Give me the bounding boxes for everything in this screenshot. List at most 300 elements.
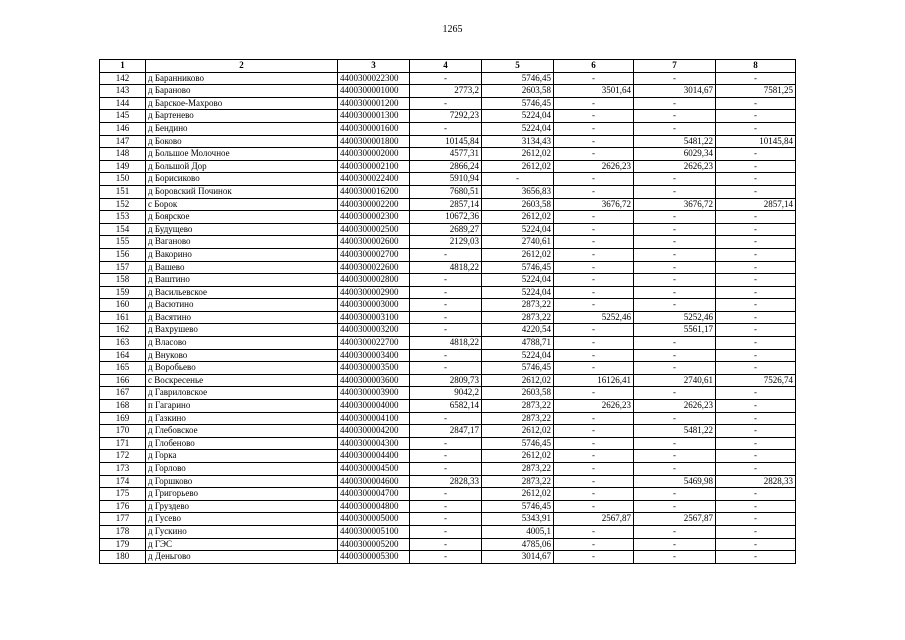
table-cell: 7292,23 xyxy=(410,110,482,123)
table-cell: 4788,71 xyxy=(482,337,554,350)
table-cell: 5224,04 xyxy=(482,223,554,236)
table-cell: - xyxy=(410,299,482,312)
table-cell: 159 xyxy=(100,286,146,299)
table-cell: - xyxy=(634,349,716,362)
table-row xyxy=(100,425,796,438)
table-row xyxy=(100,475,796,488)
table-cell: 152 xyxy=(100,198,146,211)
table-cell: 157 xyxy=(100,261,146,274)
table-cell: 3676,72 xyxy=(554,198,634,211)
table-cell: - xyxy=(554,500,634,513)
table-cell: - xyxy=(716,148,796,161)
table-cell: - xyxy=(554,286,634,299)
table-cell: 2773,2 xyxy=(410,85,482,98)
table-cell: д Васютино xyxy=(146,299,338,312)
table-row xyxy=(100,488,796,501)
table-cell: - xyxy=(410,525,482,538)
table-cell: 2857,14 xyxy=(716,198,796,211)
table-cell: 5481,22 xyxy=(634,425,716,438)
table-cell: 174 xyxy=(100,475,146,488)
table-cell: 155 xyxy=(100,236,146,249)
table-cell: 2873,22 xyxy=(482,412,554,425)
table-cell: д Барское-Махрово xyxy=(146,97,338,110)
table-row xyxy=(100,400,796,413)
table-cell: 2828,33 xyxy=(410,475,482,488)
table-cell: 168 xyxy=(100,400,146,413)
table-cell: - xyxy=(716,72,796,85)
table-cell: 2857,14 xyxy=(410,198,482,211)
table-row xyxy=(100,236,796,249)
table-row xyxy=(100,185,796,198)
table-cell: - xyxy=(410,248,482,261)
table-cell: д Горшково xyxy=(146,475,338,488)
table-cell: - xyxy=(554,248,634,261)
table-cell: - xyxy=(554,551,634,564)
table-cell: 3676,72 xyxy=(634,198,716,211)
table-cell: 4400300003500 xyxy=(338,362,410,375)
table-cell: - xyxy=(716,513,796,526)
table-row xyxy=(100,261,796,274)
table-cell: - xyxy=(410,324,482,337)
table-cell: 2612,02 xyxy=(482,450,554,463)
table-cell: 4400300004800 xyxy=(338,500,410,513)
table-cell: 5746,45 xyxy=(482,97,554,110)
table-row xyxy=(100,211,796,224)
table-cell: - xyxy=(634,236,716,249)
table-row xyxy=(100,324,796,337)
table-cell: 4400300004500 xyxy=(338,463,410,476)
table-cell: 149 xyxy=(100,160,146,173)
table-cell: - xyxy=(716,173,796,186)
table-cell: 2873,22 xyxy=(482,400,554,413)
table-cell: д Борисиково xyxy=(146,173,338,186)
table-row xyxy=(100,387,796,400)
table-cell: 5469,98 xyxy=(634,475,716,488)
table-row xyxy=(100,122,796,135)
table-cell: - xyxy=(716,185,796,198)
table-row xyxy=(100,72,796,85)
table-cell: - xyxy=(410,97,482,110)
table-row xyxy=(100,299,796,312)
table-cell: 162 xyxy=(100,324,146,337)
table-cell: - xyxy=(410,513,482,526)
table-cell: 5252,46 xyxy=(554,311,634,324)
table-cell: - xyxy=(716,337,796,350)
table-cell: 2603,58 xyxy=(482,85,554,98)
table-cell: - xyxy=(554,349,634,362)
column-header: 8 xyxy=(716,60,796,73)
table-row xyxy=(100,173,796,186)
table-cell: д ГЭС xyxy=(146,538,338,551)
table-cell: - xyxy=(634,538,716,551)
table-cell: - xyxy=(634,362,716,375)
table-row xyxy=(100,538,796,551)
table-cell: 4400300002700 xyxy=(338,248,410,261)
table-cell: 5224,04 xyxy=(482,349,554,362)
table-cell: - xyxy=(634,97,716,110)
table-cell: - xyxy=(554,538,634,551)
table-cell: 161 xyxy=(100,311,146,324)
table-cell: д Внуково xyxy=(146,349,338,362)
table-cell: 175 xyxy=(100,488,146,501)
table-cell: - xyxy=(716,551,796,564)
table-cell: - xyxy=(716,311,796,324)
table-cell: д Горка xyxy=(146,450,338,463)
table-cell: - xyxy=(716,211,796,224)
column-header: 1 xyxy=(100,60,146,73)
table-cell: - xyxy=(482,173,554,186)
table-cell: 4400300003200 xyxy=(338,324,410,337)
table-cell: п Гагарино xyxy=(146,400,338,413)
table-cell: - xyxy=(554,299,634,312)
table-cell: д Большое Молочное xyxy=(146,148,338,161)
table-cell: 4400300003400 xyxy=(338,349,410,362)
table-cell: 151 xyxy=(100,185,146,198)
table-cell: 4785,06 xyxy=(482,538,554,551)
table-cell: - xyxy=(554,223,634,236)
table-cell: - xyxy=(554,110,634,123)
table-cell: 146 xyxy=(100,122,146,135)
table-cell: - xyxy=(634,274,716,287)
table-cell: - xyxy=(554,72,634,85)
table-cell: 3134,43 xyxy=(482,135,554,148)
table-cell: 165 xyxy=(100,362,146,375)
table-cell: 4400300005100 xyxy=(338,525,410,538)
table-cell: - xyxy=(634,500,716,513)
table-cell: д Газкино xyxy=(146,412,338,425)
table-cell: - xyxy=(716,412,796,425)
table-cell: - xyxy=(634,286,716,299)
table-cell: 173 xyxy=(100,463,146,476)
table-cell: - xyxy=(716,110,796,123)
table-cell: - xyxy=(716,450,796,463)
table-cell: 2612,02 xyxy=(482,374,554,387)
table-cell: 4400300002900 xyxy=(338,286,410,299)
table-cell: 4220,54 xyxy=(482,324,554,337)
table-row xyxy=(100,274,796,287)
column-header: 7 xyxy=(634,60,716,73)
table-row xyxy=(100,286,796,299)
table-cell: 143 xyxy=(100,85,146,98)
table-cell: 7581,25 xyxy=(716,85,796,98)
table-row xyxy=(100,437,796,450)
table-cell: 4400300003000 xyxy=(338,299,410,312)
table-cell: - xyxy=(554,274,634,287)
table-cell: 4400300004100 xyxy=(338,412,410,425)
table-cell: 2612,02 xyxy=(482,160,554,173)
table-cell: - xyxy=(716,122,796,135)
table-cell: 4400300003100 xyxy=(338,311,410,324)
table-cell: 2612,02 xyxy=(482,211,554,224)
table-cell: 4400300002600 xyxy=(338,236,410,249)
table-cell: 4400300002800 xyxy=(338,274,410,287)
table-cell: 3014,67 xyxy=(482,551,554,564)
table-cell: д Бендино xyxy=(146,122,338,135)
table-cell: 2873,22 xyxy=(482,463,554,476)
table-cell: 2689,27 xyxy=(410,223,482,236)
table-cell: д Вакорино xyxy=(146,248,338,261)
table-cell: д Ваганово xyxy=(146,236,338,249)
table-cell: д Горлово xyxy=(146,463,338,476)
table-cell: 7526,74 xyxy=(716,374,796,387)
table-cell: - xyxy=(554,475,634,488)
table-cell: - xyxy=(634,122,716,135)
table-cell: - xyxy=(410,500,482,513)
table-cell: 4400300005300 xyxy=(338,551,410,564)
table-cell: 4400300004000 xyxy=(338,400,410,413)
table-cell: - xyxy=(410,72,482,85)
table-cell: 4400300001000 xyxy=(338,85,410,98)
table-cell: д Баранниково xyxy=(146,72,338,85)
table-cell: - xyxy=(410,488,482,501)
table-cell: 178 xyxy=(100,525,146,538)
table-cell: 5224,04 xyxy=(482,286,554,299)
table-cell: - xyxy=(554,337,634,350)
table-cell: - xyxy=(634,223,716,236)
table-cell: 169 xyxy=(100,412,146,425)
table-cell: - xyxy=(410,538,482,551)
table-cell: - xyxy=(634,551,716,564)
table-cell: - xyxy=(716,223,796,236)
table-cell: - xyxy=(410,362,482,375)
table-row xyxy=(100,450,796,463)
table-cell: 2626,23 xyxy=(554,400,634,413)
table-cell: 167 xyxy=(100,387,146,400)
table-cell: д Будущево xyxy=(146,223,338,236)
table-cell: с Воскресенье xyxy=(146,374,338,387)
table-cell: 2828,33 xyxy=(716,475,796,488)
table-cell: - xyxy=(634,185,716,198)
table-cell: 2567,87 xyxy=(634,513,716,526)
table-row xyxy=(100,513,796,526)
table-cell: 5224,04 xyxy=(482,274,554,287)
table-cell: д Бартенево xyxy=(146,110,338,123)
table-cell: 5252,46 xyxy=(634,311,716,324)
table-cell: 4400300002300 xyxy=(338,211,410,224)
table-cell: 4400300016200 xyxy=(338,185,410,198)
table-row xyxy=(100,412,796,425)
table-cell: - xyxy=(554,148,634,161)
table-cell: 4400300001600 xyxy=(338,122,410,135)
table-cell: 164 xyxy=(100,349,146,362)
table-cell: - xyxy=(554,387,634,400)
table-row xyxy=(100,349,796,362)
table-cell: - xyxy=(554,437,634,450)
table-cell: - xyxy=(634,450,716,463)
table-cell: - xyxy=(716,488,796,501)
table-cell: 170 xyxy=(100,425,146,438)
table-cell: - xyxy=(554,488,634,501)
table-row xyxy=(100,374,796,387)
table-cell: 142 xyxy=(100,72,146,85)
table-cell: - xyxy=(410,286,482,299)
table-cell: 3014,67 xyxy=(634,85,716,98)
table-cell: 7680,51 xyxy=(410,185,482,198)
table-cell: - xyxy=(554,425,634,438)
table-cell: д Гусево xyxy=(146,513,338,526)
table-cell: 2873,22 xyxy=(482,299,554,312)
table-cell: - xyxy=(634,488,716,501)
column-header: 6 xyxy=(554,60,634,73)
table-cell: д Власово xyxy=(146,337,338,350)
table-cell: 177 xyxy=(100,513,146,526)
table-row xyxy=(100,135,796,148)
table-cell: 2626,23 xyxy=(634,400,716,413)
table-cell: - xyxy=(716,248,796,261)
table-cell: 4400300004600 xyxy=(338,475,410,488)
table-row xyxy=(100,362,796,375)
table-cell: 2809,73 xyxy=(410,374,482,387)
table-cell: 144 xyxy=(100,97,146,110)
table-row xyxy=(100,463,796,476)
table-cell: - xyxy=(554,525,634,538)
table-header-row xyxy=(100,60,796,73)
table-cell: - xyxy=(554,97,634,110)
table-cell: с Борок xyxy=(146,198,338,211)
table-cell: 4818,22 xyxy=(410,337,482,350)
table-cell: - xyxy=(554,362,634,375)
table-cell: 176 xyxy=(100,500,146,513)
table-cell: 6029,34 xyxy=(634,148,716,161)
table-cell: 3656,83 xyxy=(482,185,554,198)
table-row xyxy=(100,311,796,324)
table-cell: 4400300005000 xyxy=(338,513,410,526)
table-cell: - xyxy=(410,551,482,564)
table-row xyxy=(100,148,796,161)
table-row xyxy=(100,500,796,513)
table-cell: - xyxy=(634,387,716,400)
table-cell: д Васятино xyxy=(146,311,338,324)
table-cell: д Ваштино xyxy=(146,274,338,287)
table-cell: 4400300001300 xyxy=(338,110,410,123)
table-cell: 5343,91 xyxy=(482,513,554,526)
table-cell: д Гавриловское xyxy=(146,387,338,400)
table-cell: - xyxy=(410,274,482,287)
table-cell: - xyxy=(554,122,634,135)
table-row xyxy=(100,337,796,350)
table-row xyxy=(100,248,796,261)
table-cell: 5561,17 xyxy=(634,324,716,337)
table-cell: - xyxy=(554,463,634,476)
table-cell: - xyxy=(716,261,796,274)
table-cell: 163 xyxy=(100,337,146,350)
table-cell: 148 xyxy=(100,148,146,161)
table-cell: - xyxy=(716,538,796,551)
page-number: 1265 xyxy=(442,24,463,35)
table-cell: - xyxy=(410,412,482,425)
table-cell: 153 xyxy=(100,211,146,224)
table-cell: 6582,14 xyxy=(410,400,482,413)
table-row xyxy=(100,85,796,98)
table-cell: - xyxy=(716,349,796,362)
table-cell: 10145,84 xyxy=(410,135,482,148)
table-cell: 4400300003900 xyxy=(338,387,410,400)
table-cell: 2626,23 xyxy=(554,160,634,173)
table-cell: - xyxy=(716,500,796,513)
table-cell: д Вахрушево xyxy=(146,324,338,337)
table-cell: 145 xyxy=(100,110,146,123)
table-cell: 4400300022600 xyxy=(338,261,410,274)
table-cell: 4400300002000 xyxy=(338,148,410,161)
table-cell: 4400300004300 xyxy=(338,437,410,450)
table-row xyxy=(100,223,796,236)
table-cell: - xyxy=(634,72,716,85)
table-row xyxy=(100,110,796,123)
table-cell: 5746,45 xyxy=(482,362,554,375)
column-header: 5 xyxy=(482,60,554,73)
table-cell: - xyxy=(634,463,716,476)
table-cell: 4400300003600 xyxy=(338,374,410,387)
table-cell: - xyxy=(554,261,634,274)
table-cell: 4818,22 xyxy=(410,261,482,274)
table-cell: - xyxy=(634,437,716,450)
table-cell: 10672,36 xyxy=(410,211,482,224)
table-cell: 4400300022300 xyxy=(338,72,410,85)
table-cell: 4400300001200 xyxy=(338,97,410,110)
table-cell: - xyxy=(554,324,634,337)
table-cell: 4577,31 xyxy=(410,148,482,161)
table-cell: 5481,22 xyxy=(634,135,716,148)
table-cell: 4400300002500 xyxy=(338,223,410,236)
table-cell: 2612,02 xyxy=(482,148,554,161)
table-cell: - xyxy=(634,248,716,261)
table-cell: 166 xyxy=(100,374,146,387)
table-cell: 2740,61 xyxy=(482,236,554,249)
table-cell: 154 xyxy=(100,223,146,236)
table-cell: - xyxy=(634,525,716,538)
table-cell: - xyxy=(716,236,796,249)
table-cell: 147 xyxy=(100,135,146,148)
table-cell: 10145,84 xyxy=(716,135,796,148)
table-cell: 150 xyxy=(100,173,146,186)
table-cell: д Боровский Починок xyxy=(146,185,338,198)
table-cell: 4400300004700 xyxy=(338,488,410,501)
table-cell: д Гускино xyxy=(146,525,338,538)
table-cell: 9042,2 xyxy=(410,387,482,400)
table-cell: 2603,58 xyxy=(482,387,554,400)
table-cell: 2873,22 xyxy=(482,311,554,324)
table-cell: - xyxy=(716,97,796,110)
table-cell: 4400300002200 xyxy=(338,198,410,211)
table-cell: - xyxy=(410,450,482,463)
table-cell: 4400300001800 xyxy=(338,135,410,148)
table-cell: - xyxy=(554,211,634,224)
table-cell: - xyxy=(716,525,796,538)
table-cell: 5910,94 xyxy=(410,173,482,186)
table-cell: - xyxy=(716,286,796,299)
table-cell: 4400300002100 xyxy=(338,160,410,173)
table-cell: 2740,61 xyxy=(634,374,716,387)
table-cell: - xyxy=(634,173,716,186)
table-cell: - xyxy=(554,185,634,198)
table-cell: 2603,58 xyxy=(482,198,554,211)
table-cell: - xyxy=(634,337,716,350)
table-cell: - xyxy=(554,173,634,186)
table-cell: - xyxy=(554,135,634,148)
table-cell: - xyxy=(410,463,482,476)
column-header: 2 xyxy=(146,60,338,73)
table-cell: 4400300005200 xyxy=(338,538,410,551)
table-cell: - xyxy=(634,110,716,123)
table-cell: 5746,45 xyxy=(482,437,554,450)
data-table xyxy=(99,59,796,564)
table-cell: 2873,22 xyxy=(482,475,554,488)
table-row xyxy=(100,97,796,110)
table-cell: - xyxy=(410,349,482,362)
table-cell: - xyxy=(716,463,796,476)
table-cell: 5746,45 xyxy=(482,72,554,85)
table-cell: 4400300004200 xyxy=(338,425,410,438)
